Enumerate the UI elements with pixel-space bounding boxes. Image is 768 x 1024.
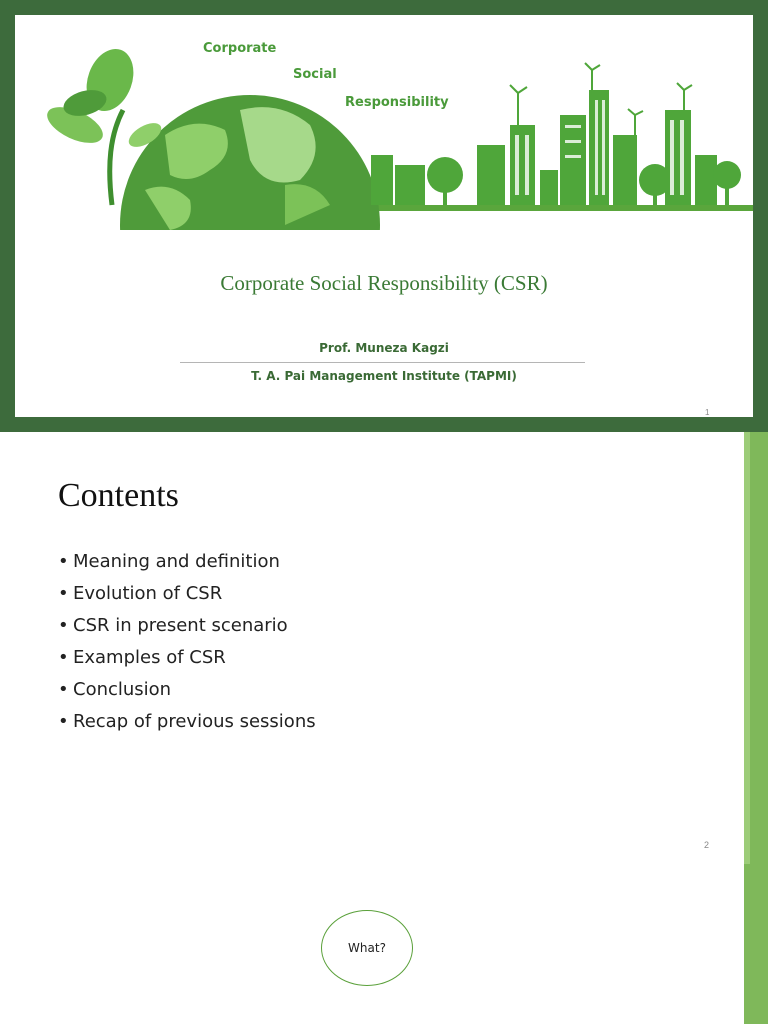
page-number: 1	[705, 408, 710, 417]
slide-1-title: Corporate Social Responsibility (CSR)	[220, 271, 548, 295]
list-item: • Examples of CSR	[58, 647, 226, 668]
list-item: • Meaning and definition	[58, 551, 280, 572]
what-bubble	[321, 910, 413, 986]
brand-line-social: Social	[293, 67, 337, 82]
csr-banner-illustration	[15, 15, 753, 230]
list-item-text: Meaning and definition	[73, 551, 280, 572]
slide-3	[0, 864, 768, 1024]
brand-line-responsibility: Responsibility	[345, 95, 449, 110]
list-item: • CSR in present scenario	[58, 615, 288, 636]
list-item-text: Evolution of CSR	[73, 583, 223, 604]
brand-line-corporate: Corporate	[203, 41, 277, 56]
list-item-text: Examples of CSR	[73, 647, 226, 668]
list-item: • Recap of previous sessions	[58, 711, 316, 732]
accent-bar	[744, 864, 768, 1024]
list-item-text: Conclusion	[73, 679, 172, 700]
divider	[180, 362, 585, 363]
contents-list	[58, 550, 316, 742]
slide-2	[0, 432, 768, 864]
list-item: • Evolution of CSR	[58, 583, 223, 604]
list-item: • Conclusion	[58, 679, 172, 700]
contents-title: Contents	[58, 477, 179, 514]
page-number: 2	[704, 840, 710, 850]
accent-bar-highlight	[744, 432, 750, 864]
presenter-name: Prof. Muneza Kagzi	[319, 341, 449, 355]
list-item-text: CSR in present scenario	[73, 615, 288, 636]
institute-name: T. A. Pai Management Institute (TAPMI)	[251, 369, 517, 383]
bubble-text: What?	[348, 941, 386, 955]
slide-1-content	[15, 15, 753, 417]
slide-1	[0, 0, 768, 432]
list-item-text: Recap of previous sessions	[73, 711, 316, 732]
globe-icon	[120, 95, 380, 230]
